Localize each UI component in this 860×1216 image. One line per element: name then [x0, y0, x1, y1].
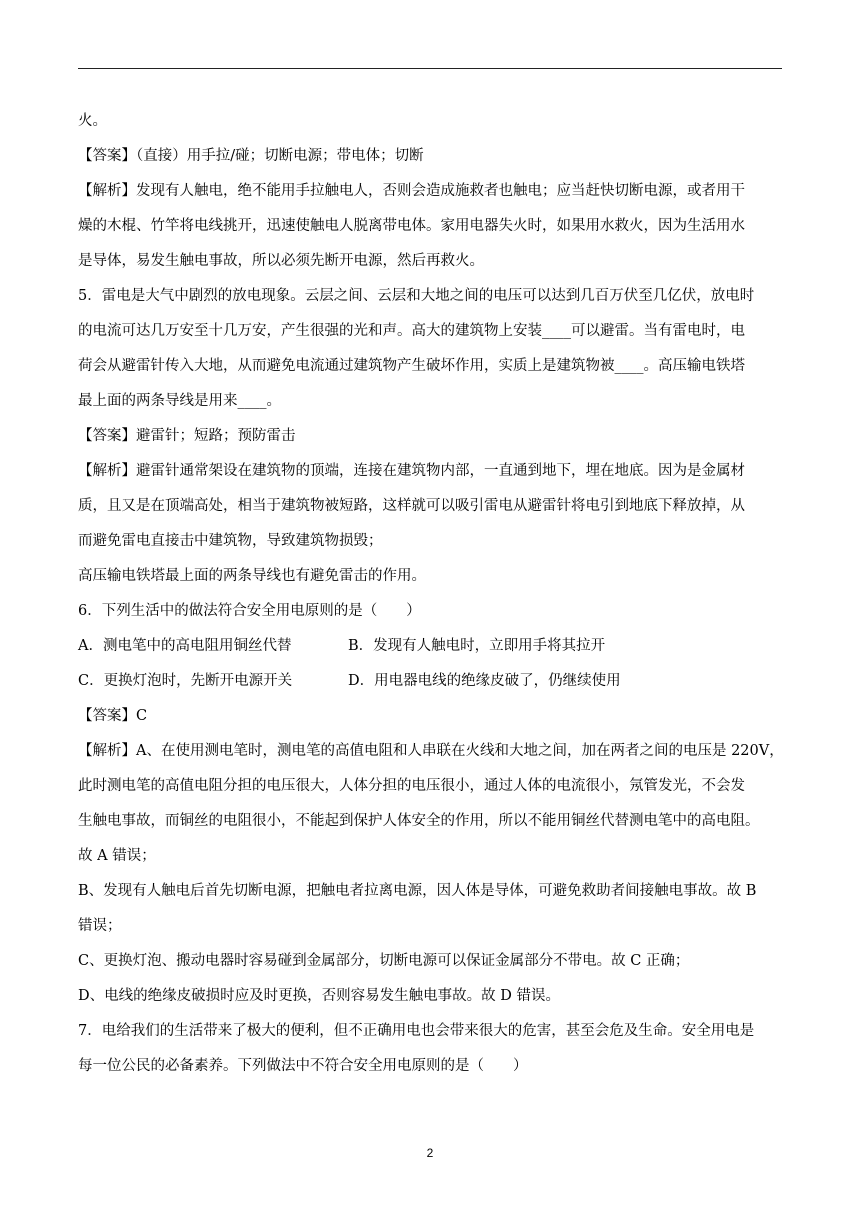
answer-line: 【答案】避雷针；短路；预防雷击 [78, 428, 296, 444]
text-line: 质，且又是在顶端高处，相当于建筑物被短路，这样就可以吸引雷电从避雷针将电引到地底下释放掉，从 [78, 498, 745, 514]
text-line: B、发现有人触电后首先切断电源，把触电者拉离电源，因人体是导体，可避免救助者间接触电事故。故 B [78, 883, 757, 899]
text-line: 的电流可达几万安至十几万安，产生很强的光和声。高大的建筑物上安装____可以避雷。当有雷电时，电 [78, 323, 745, 339]
option-d: D．用电器电线的绝缘皮破了，仍继续使用 [348, 673, 621, 689]
text-line: 燥的木棍、竹竿将电线挑开，迅速使触电人脱离带电体。家用电器失火时，如果用水救火，因为生活用水 [78, 218, 745, 234]
question-5: 5．雷电是大气中剧烈的放电现象。云层之间、云层和大地之间的电压可以达到几百万伏至几亿伏，放电时 [78, 288, 755, 304]
text-line: 故 A 错误； [78, 848, 156, 864]
options-row-ab [78, 629, 782, 664]
text-line: 是导体，易发生触电事故，所以必须先断开电源，然后再救火。 [78, 253, 484, 269]
text-line: D、电线的绝缘皮破损时应及时更换，否则容易发生触电事故。故 D 错误。 [78, 988, 560, 1004]
question-7: 7．电给我们的生活带来了极大的便利，但不正确用电也会带来很大的危害，甚至会危及生命。安全用电是 [78, 1023, 755, 1039]
text-line: 而避免雷电直接击中建筑物，导致建筑物损毁； [78, 533, 383, 549]
analysis-line: 【解析】A、在使用测电笔时，测电笔的高值电阻和人串联在火线和大地之间，加在两者之间的电压是 220V， [78, 743, 784, 759]
option-a: A．测电笔中的高电阻用铜丝代替 [78, 638, 292, 654]
answer-line: 【答案】（直接）用手拉/碰；切断电源；带电体；切断 [78, 148, 424, 164]
text-line: 火。 [78, 113, 107, 129]
text-line: 高压输电铁塔最上面的两条导线也有避免雷击的作用。 [78, 568, 426, 584]
text-line: 最上面的两条导线是用来____。 [78, 393, 281, 409]
question-6: 6．下列生活中的做法符合安全用电原则的是（ ） [78, 603, 421, 619]
text-line: 此时测电笔的高值电阻分担的电压很大，人体分担的电压很小，通过人体的电流很小，氖管发光，不会发 [78, 778, 745, 794]
page-number: 2 [426, 1146, 434, 1160]
option-b: B．发现有人触电时，立即用手将其拉开 [348, 638, 606, 654]
text-line: 错误； [78, 918, 122, 934]
text-line: 每一位公民的必备素养。下列做法中不符合安全用电原则的是（ ） [78, 1058, 528, 1074]
text-line: C、更换灯泡、搬动电器时容易碰到金属部分，切断电源可以保证金属部分不带电。故 C 正确； [78, 953, 690, 969]
text-line: 荷会从避雷针传入大地，从而避免电流通过建筑物产生破坏作用，实质上是建筑物被____。高压输电铁塔 [78, 358, 745, 374]
answer-line: 【答案】C [78, 708, 148, 724]
text-line: 生触电事故，而铜丝的电阻很小，不能起到保护人体安全的作用，所以不能用铜丝代替测电笔中的高电阻。 [78, 813, 760, 829]
header-rule [78, 68, 782, 69]
document-body [78, 104, 782, 1084]
analysis-line: 【解析】发现有人触电，绝不能用手拉触电人，否则会造成施救者也触电；应当赶快切断电源，或者用干 [78, 183, 745, 199]
analysis-line: 【解析】避雷针通常架设在建筑物的顶端，连接在建筑物内部，一直通到地下，埋在地底。因为是金属材 [78, 463, 745, 479]
options-row-cd [78, 664, 782, 699]
option-c: C．更换灯泡时，先断开电源开关 [78, 673, 293, 689]
